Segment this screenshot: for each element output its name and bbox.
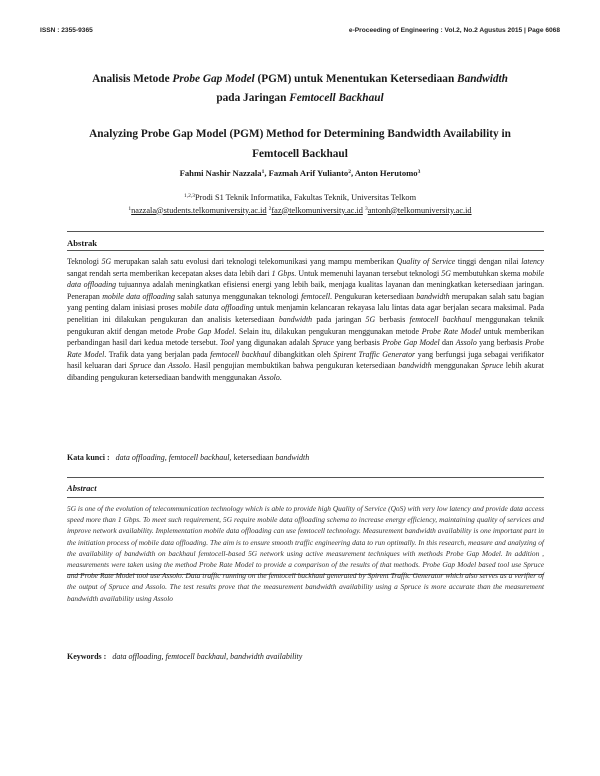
email-link-1[interactable]: nazzala@students.telkomuniversity.ac.id [131, 205, 267, 215]
journal-header: e-Proceeding of Engineering : Vol.2, No.2 Agustus 2015 | Page 6068 [348, 27, 560, 34]
email-link-2[interactable]: faz@telkomuniversity.ac.id [271, 205, 363, 215]
abstract-heading: Abstract [67, 483, 97, 493]
divider [67, 250, 544, 251]
abstrak-heading: Abstrak [67, 238, 98, 248]
title-indonesian: Analisis Metode Probe Gap Model (PGM) untuk Menentukan Ketersediaan Bandwidth pada Jaringan Femtocell Backhaul [92, 73, 508, 104]
divider [67, 231, 544, 232]
abstract-body: 5G is one of the evolution of telecommunication technology which is able to provide high Quality of Service (QoS) with very low latency and provide data access speed more than 1 Gbps. To meet such requirement, 5G require mobile data offloading schema to increase energy efficiency, maintaining quality of services and improve network availability. Implementation mobile data offloading can use femtocell technology. Measurement bandwidth availability is one important part in the initiation process of mobile data offloading. The aim is to ensure smooth traffic engineering data to run optimally. In this research, measure and analyzing of the availability of bandwidth on backhaul femtocell-based 5G network using active measurement techniques with methods Probe Gap Model. In addition , measurements were taken using the method Probe Rate Model to provide a comparison of the results of that methods. Probe Gap Model based tool use Spruce and Probe Rate Model tool use Assolo. Data traffic running on the femtocell backhaul generated by Spirent Traffic Generator which also serves as a verifier of the output of Spruce and Assolo. The test results prove that the measurement bandwidth availability using a Spruce is more accurate than the measurement bandwidth availability using Assolo [67, 504, 544, 603]
issn-header: ISSN : 2355-9365 [40, 27, 93, 34]
abstrak-body: Teknologi 5G merupakan salah satu evolusi dari teknologi telekomunikasi yang mampu memberikan Quality of Service tinggi dengan nilai latency sangat rendah serta memberikan kecepatan akses data lebih dari 1 Gbps. Untuk memenuhi layanan tersebut teknologi 5G membutuhkan skema mobile data offloading tujuannya adalah meningkatkan efisiensi energi yang lebih baik, menjaga kualitas layanan dan meningkatkan ketersediaan jaringan. Penerapan mobile data offloading salah satunya menggunakan teknologi femtocell. Pengukuran ketersediaan bandwidth merupakan salah satu bagian yang penting dalam inisiasi proses mobile data offloading untuk menjamin kelancaran rekayasa lalu lintas data agar berjalan secara maksimal. Pada penelitian ini dilakukan pengukuran dan analisis ketersediaan bandwidth pada jaringan 5G berbasis femtocell backhaul menggunakan teknik pengukuran aktif dengan metode Probe Gap Model. Selain itu, dilakukan pengukuran menggunakan metode Probe Rate Model untuk memberikan perbandingan hasil dari kedua metode tersebut. Tool yang digunakan adalah Spruce yang berbasis Probe Gap Model dan Assolo yang berbasis Probe Rate Model. Trafik data yang berjalan pada femtocell backhaul dibangkitkan oleh Spirent Traffic Generator yang berfungsi juga sebagai verifikator hasil keluaran dari Spruce dan Assolo. Hasil pengujian membuktikan bahwa pengukuran ketersediaan bandwidth menggunakan Spruce lebih akurat dibanding pengukuran ketersediaan bandwith menggunakan Assolo. [67, 257, 545, 382]
email-link-3[interactable]: antonh@telkomuniversity.ac.id [367, 205, 472, 215]
divider [67, 497, 544, 498]
affiliation: $^{1,2,3}$Prodi S1 Teknik Informatika, Fakultas Teknik, Universitas Telkom $^1$nazzala@students.telkomuniversity.ac.id $^2$faz@telkomuniversity.ac.id $^3$antonh@telkomuniversity.ac.id [128, 193, 472, 215]
keywords: Keywords : data offloading, femtocell backhaul, bandwidth availability [67, 652, 303, 661]
title-english: Analyzing Probe Gap Model (PGM) Method for Determining Bandwidth Availability in Femtocell Backhaul [89, 128, 511, 160]
kata-kunci: Kata kunci : data offloading, femtocell backhaul, ketersediaan bandwidth [67, 453, 310, 462]
author-list: Fahmi Nashir Nazzala$^1$, Fazmah Arif Yulianto$^2$, Anton Herutomo$^3$ [179, 168, 421, 178]
